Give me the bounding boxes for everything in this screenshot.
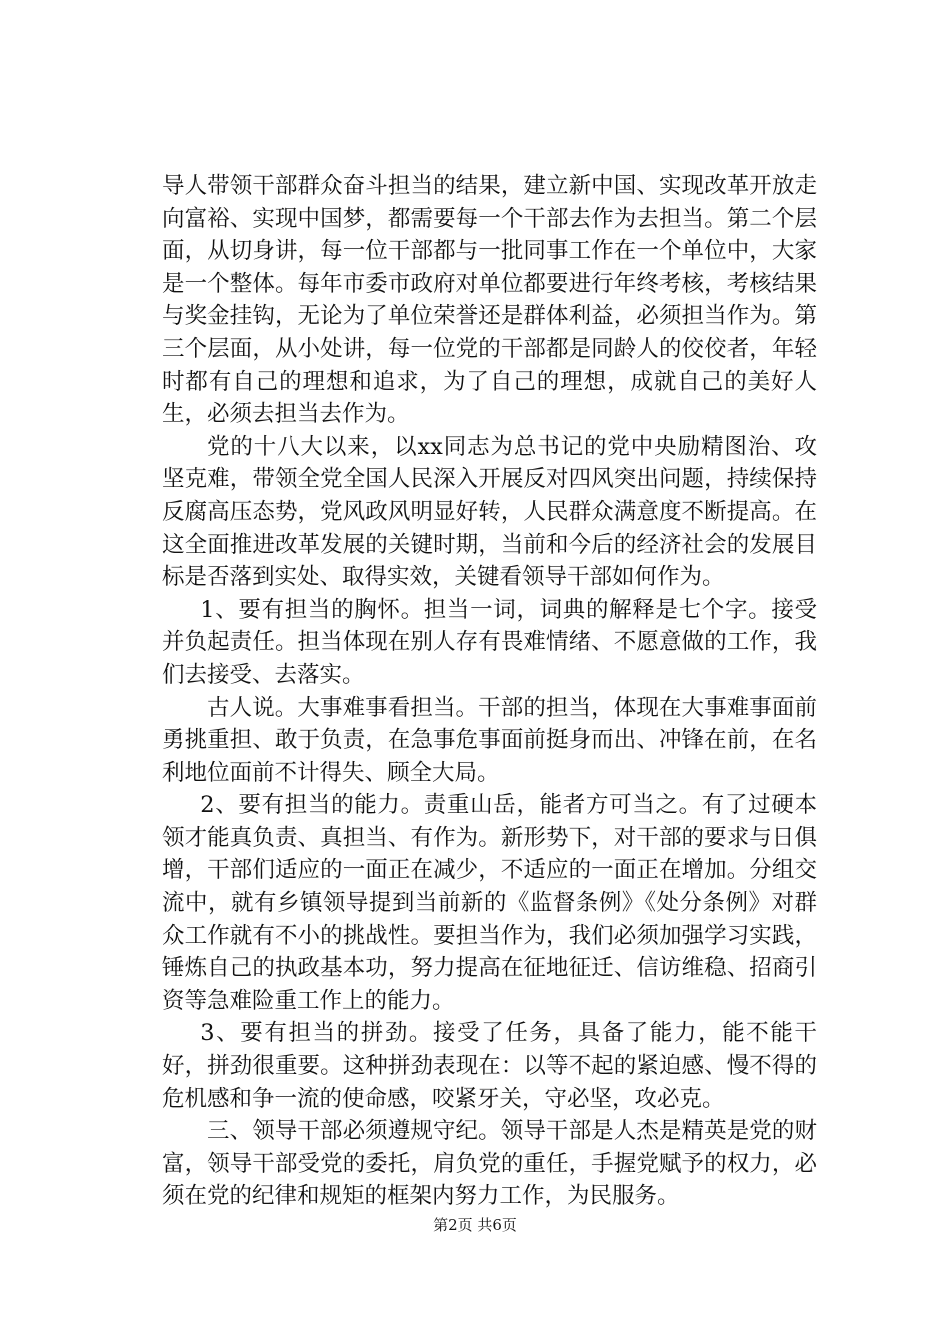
paragraph-5: 2、要有担当的能力。责重山岳，能者方可当之。有了过硬本领才能真负责、真担当、有作为。新形势下，对干部的要求与日俱增，干部们适应的一面正在减少，不适应的一面正在增加。分组交流中，就有乡镇领导提到当前新的《监督条例》《处分条例》对群众工作就有不小的挑战性。要担当作为，我们必须加强学习实践，锤炼自己的执政基本功，努力提高在征地征迁、信访维稳、招商引资等急难险重工作上的能力。 — [162, 792, 817, 1014]
paragraph-4: 古人说。大事难事看担当。干部的担当，体现在大事难事面前勇挑重担、敢于负责，在急事危事面前挺身而出、冲锋在前，在名利地位面前不计得失、顾全大局。 — [162, 694, 817, 786]
paragraph-6: 3、要有担当的拼劲。接受了任务，具备了能力，能不能干好，拼劲很重要。这种拼劲表现在：以等不起的紧迫感、慢不得的危机感和争一流的使命感，咬紧牙关，守必坚，攻必克。 — [162, 1020, 817, 1112]
paragraph-1: 导人带领干部群众奋斗担当的结果，建立新中国、实现改革开放走向富裕、实现中国梦，都需要每一个干部去作为去担当。第二个层面，从切身讲，每一位干部都与一批同事工作在一个单位中，大家是一个整体。每年市委市政府对单位都要进行年终考核，考核结果与奖金挂钩，无论为了单位荣誉还是群体利益，必须担当作为。第三个层面，从小处讲，每一位党的干部都是同龄人的佼佼者，年轻时都有自己的理想和追求，为了自己的理想，成就自己的美好人生，必须去担当去作为。 — [162, 173, 817, 428]
paragraph-2: 党的十八大以来，以xx同志为总书记的党中央励精图治、攻坚克难，带领全党全国人民深入开展反对四风突出问题，持续保持反腐高压态势，党风政风明显好转，人民群众满意度不断提高。在这全面推进改革发展的关键时期，当前和今后的经济社会的发展目标是否落到实处、取得实效，关键看领导干部如何作为。 — [162, 433, 817, 591]
paragraph-3: 1、要有担当的胸怀。担当一词，词典的解释是七个字。接受并负起责任。担当体现在别人存有畏难情绪、不愿意做的工作，我们去接受、去落实。 — [162, 596, 817, 688]
paragraph-7: 三、领导干部必须遵规守纪。领导干部是人杰是精英是党的财富，领导干部受党的委托，肩负党的重任，手握党赋予的权力，必须在党的纪律和规矩的框架内努力工作，为民服务。 — [162, 1118, 817, 1210]
page-number-footer: 第2页 共6页 — [433, 1216, 517, 1234]
document-body — [162, 170, 817, 1213]
